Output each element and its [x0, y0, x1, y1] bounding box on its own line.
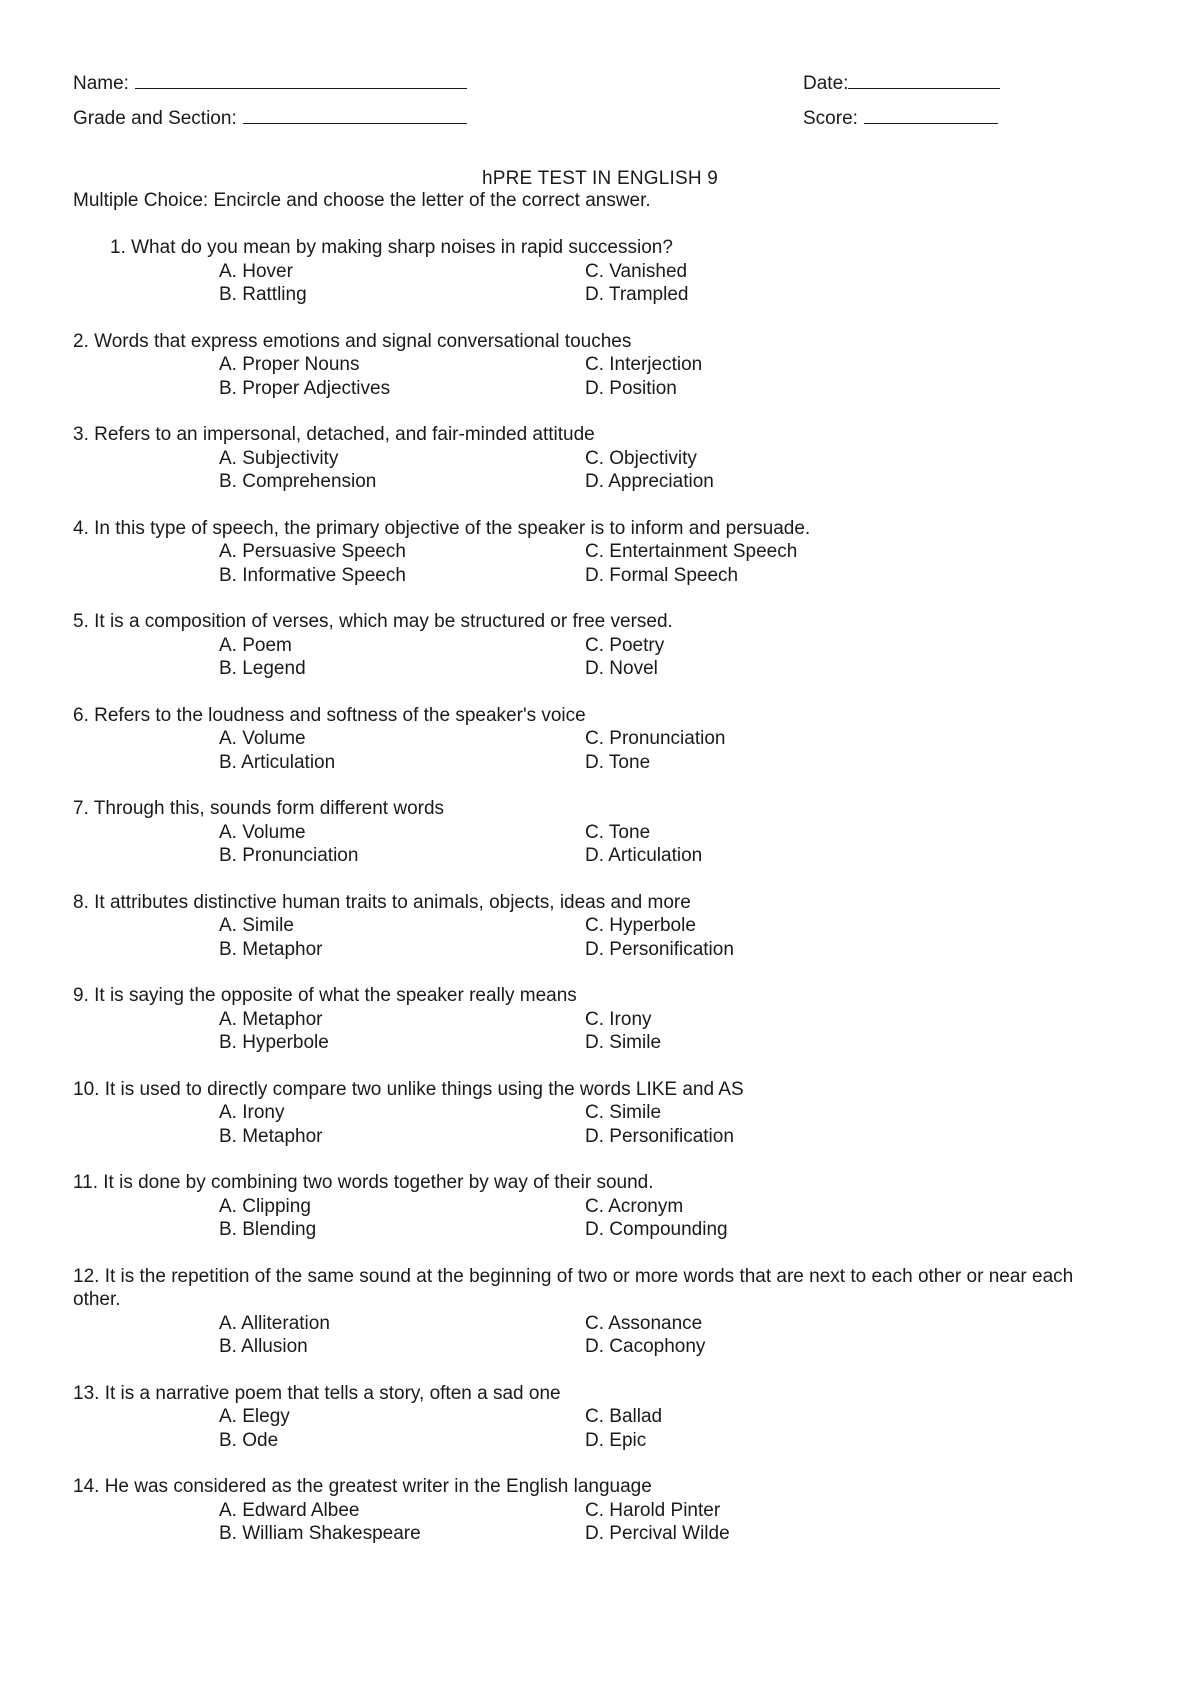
- question-stem: 2. Words that express emotions and signal conversational touches: [73, 330, 632, 352]
- question-stem: 12. It is the repetition of the same sound at the beginning of two or more words that are next to each other or near each other.: [73, 1265, 1074, 1310]
- choice-a[interactable]: A. Metaphor: [219, 1008, 323, 1030]
- choices: [73, 914, 1120, 961]
- choice-d[interactable]: D. Personification: [585, 1125, 734, 1147]
- question-stem: 11. It is done by combining two words together by way of their sound.: [73, 1172, 654, 1193]
- question-3: [73, 423, 1120, 494]
- choice-c[interactable]: C. Objectivity: [585, 447, 697, 469]
- question-2: [73, 330, 1120, 401]
- choice-d[interactable]: D. Tone: [585, 751, 651, 773]
- date-label: Date:: [803, 73, 849, 94]
- choice-b[interactable]: B. Rattling: [219, 284, 307, 305]
- choice-a[interactable]: A. Volume: [219, 821, 306, 843]
- question-stem: 14. He was considered as the greatest writer in the English language: [73, 1476, 652, 1497]
- question-14: [73, 1475, 1120, 1546]
- choices: [73, 1008, 1120, 1055]
- choice-c[interactable]: C. Simile: [585, 1102, 662, 1123]
- choice-c[interactable]: C. Hyperbole: [585, 915, 696, 936]
- choices: [73, 1499, 1120, 1546]
- choice-b[interactable]: B. Articulation: [219, 751, 336, 773]
- choice-d[interactable]: D. Novel: [585, 658, 658, 679]
- question-stem: 4. In this type of speech, the primary objective of the speaker is to inform and persuade.: [73, 517, 811, 539]
- choice-c[interactable]: C. Harold Pinter: [585, 1499, 721, 1521]
- name-field: [73, 72, 467, 96]
- choices: [73, 353, 1120, 400]
- question-13: [73, 1382, 1120, 1453]
- question-stem: 7. Through this, sounds form different words: [73, 798, 445, 819]
- grade-section-blank[interactable]: [243, 107, 467, 124]
- choice-d[interactable]: D. Personification: [585, 938, 734, 960]
- question-9: [73, 984, 1120, 1055]
- choice-d[interactable]: D. Epic: [585, 1429, 647, 1451]
- choice-a[interactable]: A. Proper Nouns: [219, 354, 360, 375]
- choice-c[interactable]: C. Interjection: [585, 354, 703, 375]
- choice-c[interactable]: C. Pronunciation: [585, 728, 726, 749]
- name-label: Name:: [73, 73, 129, 94]
- choice-c[interactable]: C. Entertainment Speech: [585, 541, 798, 562]
- grade-section-label: Grade and Section:: [73, 108, 237, 129]
- choice-b[interactable]: B. Informative Speech: [219, 564, 406, 586]
- choice-b[interactable]: B. Ode: [219, 1429, 279, 1451]
- choices: [73, 634, 1120, 681]
- instructions: Multiple Choice: Encircle and choose the letter of the correct answer.: [73, 190, 651, 211]
- choice-c[interactable]: C. Acronym: [585, 1195, 684, 1217]
- choice-d[interactable]: D. Trampled: [585, 284, 689, 305]
- choice-a[interactable]: A. Alliteration: [219, 1312, 330, 1334]
- choice-c[interactable]: C. Vanished: [585, 260, 688, 282]
- score-label: Score:: [803, 108, 858, 129]
- question-11: [73, 1171, 1120, 1242]
- choices: [73, 1101, 1120, 1148]
- choice-a[interactable]: A. Hover: [219, 260, 293, 282]
- choice-d[interactable]: D. Formal Speech: [585, 564, 739, 586]
- question-stem: 5. It is a composition of verses, which may be structured or free versed.: [73, 611, 673, 632]
- choice-b[interactable]: B. Legend: [219, 658, 306, 679]
- choice-d[interactable]: D. Percival Wilde: [585, 1523, 730, 1544]
- question-8: [73, 891, 1120, 962]
- choice-a[interactable]: A. Edward Albee: [219, 1499, 360, 1521]
- choice-b[interactable]: B. Metaphor: [219, 1125, 323, 1147]
- choice-b[interactable]: B. Blending: [219, 1219, 317, 1240]
- choice-c[interactable]: C. Assonance: [585, 1312, 703, 1334]
- question-stem: 10. It is used to directly compare two unlike things using the words LIKE and AS: [73, 1078, 744, 1100]
- score-blank[interactable]: [864, 107, 998, 124]
- date-field: [803, 72, 1000, 96]
- choice-d[interactable]: D. Appreciation: [585, 471, 714, 492]
- choice-b[interactable]: B. Hyperbole: [219, 1032, 329, 1053]
- choice-a[interactable]: A. Elegy: [219, 1406, 290, 1427]
- choice-b[interactable]: B. Metaphor: [219, 938, 323, 960]
- choice-a[interactable]: A. Clipping: [219, 1195, 311, 1217]
- choice-d[interactable]: D. Articulation: [585, 845, 703, 866]
- choices: [73, 1195, 1120, 1242]
- name-blank[interactable]: [135, 72, 467, 89]
- choices: [73, 821, 1120, 868]
- choice-a[interactable]: A. Subjectivity: [219, 447, 339, 469]
- question-1: [73, 236, 1120, 307]
- question-4: [73, 517, 1120, 588]
- choice-d[interactable]: D. Simile: [585, 1032, 662, 1053]
- choice-b[interactable]: B. Proper Adjectives: [219, 377, 391, 399]
- choice-b[interactable]: B. Pronunciation: [219, 845, 359, 866]
- choice-b[interactable]: B. Comprehension: [219, 471, 377, 492]
- choices: [73, 727, 1120, 774]
- question-stem: 9. It is saying the opposite of what the speaker really means: [73, 985, 577, 1006]
- choice-c[interactable]: C. Ballad: [585, 1406, 663, 1427]
- choice-b[interactable]: B. Allusion: [219, 1336, 308, 1357]
- question-list: [73, 236, 1120, 1569]
- choices: [73, 447, 1120, 494]
- choices: [73, 540, 1120, 587]
- choice-d[interactable]: D. Compounding: [585, 1219, 728, 1240]
- question-stem: 6. Refers to the loudness and softness of the speaker's voice: [73, 704, 586, 726]
- score-field: [803, 107, 998, 131]
- question-6: [73, 704, 1120, 775]
- test-title: hPRE TEST IN ENGLISH 9: [482, 168, 718, 189]
- choice-a[interactable]: A. Persuasive Speech: [219, 541, 406, 562]
- choice-c[interactable]: C. Irony: [585, 1008, 652, 1030]
- question-5: [73, 610, 1120, 681]
- question-10: [73, 1078, 1120, 1149]
- choice-d[interactable]: D. Cacophony: [585, 1336, 706, 1357]
- choice-c[interactable]: C. Poetry: [585, 634, 665, 656]
- choice-b[interactable]: B. William Shakespeare: [219, 1523, 421, 1544]
- grade-section-field: [73, 107, 467, 131]
- choice-a[interactable]: A. Volume: [219, 728, 306, 749]
- date-blank[interactable]: [848, 72, 1000, 89]
- choices: [73, 260, 1120, 307]
- question-12: [73, 1265, 1120, 1359]
- choices: [73, 1312, 1120, 1359]
- question-stem: 1. What do you mean by making sharp noises in rapid succession?: [110, 237, 673, 258]
- choice-a[interactable]: A. Irony: [219, 1102, 285, 1123]
- question-stem: 3. Refers to an impersonal, detached, and fair-minded attitude: [73, 424, 595, 445]
- choice-a[interactable]: A. Simile: [219, 915, 294, 936]
- choice-d[interactable]: D. Position: [585, 377, 677, 399]
- choice-a[interactable]: A. Poem: [219, 634, 292, 656]
- question-stem: 8. It attributes distinctive human traits to animals, objects, ideas and more: [73, 891, 691, 913]
- choices: [73, 1405, 1120, 1452]
- question-stem: 13. It is a narrative poem that tells a story, often a sad one: [73, 1382, 561, 1404]
- question-7: [73, 797, 1120, 868]
- choice-c[interactable]: C. Tone: [585, 821, 651, 843]
